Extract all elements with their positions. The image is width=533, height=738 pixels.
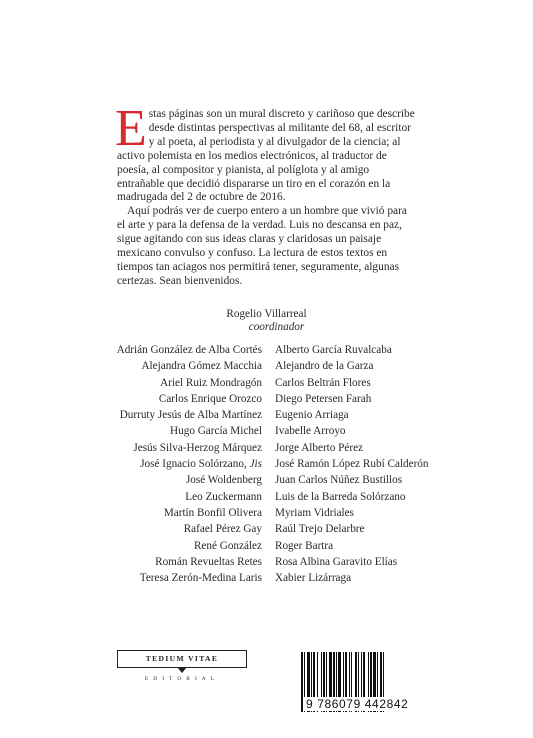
contributor-name: Durruty Jesús de Alba Martínez bbox=[119, 409, 262, 422]
contributor-name: Rafael Pérez Gay bbox=[183, 523, 262, 536]
contributor-name bbox=[117, 456, 262, 472]
contributor-name: Teresa Zerón-Medina Laris bbox=[139, 572, 262, 585]
contributor-name: Ariel Ruiz Mondragón bbox=[160, 376, 262, 389]
publisher-name: TEDIUM VITAE bbox=[117, 650, 247, 668]
publisher-logo bbox=[117, 650, 247, 690]
blurb-paragraph-2: Aquí podrás ver de cuerpo entero a un hombre que vivió para el arte y para la defensa de la verdad. Luis no descansa en paz, sigue agitando con sus ideas claras y claridosas un paisaje mexicano convulso y confuso. La lectura de estos textos en tiempos tan aciagos nos permitirá tener, seguramente, algunas certezas. Sean bienvenidos. bbox=[117, 205, 407, 287]
contributor-name: José Woldenberg bbox=[185, 474, 262, 487]
contributor-name: Carlos Enrique Orozco bbox=[158, 392, 262, 405]
contributor-name: Raúl Trejo Delarbre bbox=[275, 523, 365, 536]
barcode-bar bbox=[301, 652, 303, 712]
contributor-name: Jorge Alberto Pérez bbox=[275, 441, 364, 454]
publisher-subtitle: EDITORIAL bbox=[144, 676, 220, 682]
blurb-paragraph-1 bbox=[115, 100, 417, 205]
blurb-paragraph-1-text: stas páginas son un mural discreto y cariñoso que describe desde distintas perspectivas al militante del 68, al escritor y al poeta, al periodista y al divulgador de la ciencia; al activo polemista en los medios electrónicos, al traductor de poesía, al compositor y pianista, al políglota y al amigo entrañable que decidió dispararse un tiro en el corazón en la madrugada del 2 de octubre de 2016. bbox=[117, 108, 415, 204]
contributor-name-text: José Ignacio Solórzano, bbox=[140, 458, 250, 471]
contributor-name: Eugenio Arriaga bbox=[275, 409, 349, 422]
coordinator-name: Rogelio Villarreal bbox=[226, 308, 307, 320]
drop-cap: E bbox=[115, 100, 147, 157]
contributor-name: Adrián González de Alba Cortés bbox=[116, 344, 262, 356]
contributor-name: Diego Petersen Farah bbox=[275, 392, 372, 405]
contributor-name: Leo Zuckermann bbox=[185, 490, 262, 503]
contributor-name: Alberto García Ruvalcaba bbox=[275, 344, 392, 356]
contributor-name: Ivabelle Arroyo bbox=[275, 425, 346, 438]
contributor-name: Román Revueltas Retes bbox=[155, 555, 262, 568]
contributor-name: Alejandro de la Garza bbox=[275, 360, 374, 373]
contributor-name: José Ramón López Rubí Calderón bbox=[275, 458, 429, 471]
contributor-name: Roger Bartra bbox=[275, 539, 334, 552]
contributor-name: Hugo García Michel bbox=[170, 425, 262, 438]
contributor-name: René González bbox=[193, 539, 262, 552]
contributor-name: Carlos Beltrán Flores bbox=[275, 376, 371, 389]
contributor-name: Xabier Lizárraga bbox=[275, 572, 352, 585]
contributor-name: Juan Carlos Núñez Bustillos bbox=[275, 474, 403, 487]
contributors-left-column bbox=[117, 342, 262, 586]
logo-notch-icon bbox=[177, 667, 187, 673]
back-cover-blurb bbox=[115, 100, 417, 289]
contributor-name: Jesús Silva-Herzog Márquez bbox=[133, 441, 262, 454]
contributor-name: Alejandra Gómez Macchia bbox=[141, 360, 262, 373]
contributor-name: Luis de la Barreda Solórzano bbox=[275, 490, 406, 503]
coordinator-role: coordinador bbox=[248, 321, 305, 333]
contributor-name: Rosa Albina Garavito Elías bbox=[275, 555, 398, 568]
contributor-name: Myriam Vidriales bbox=[275, 506, 354, 519]
contributor-name: Martín Bonfil Olivera bbox=[163, 506, 262, 519]
isbn-digits: 9 786079 442842 bbox=[306, 697, 409, 711]
contributor-nickname: Jis bbox=[249, 458, 262, 471]
contributors-right-column bbox=[275, 342, 429, 586]
